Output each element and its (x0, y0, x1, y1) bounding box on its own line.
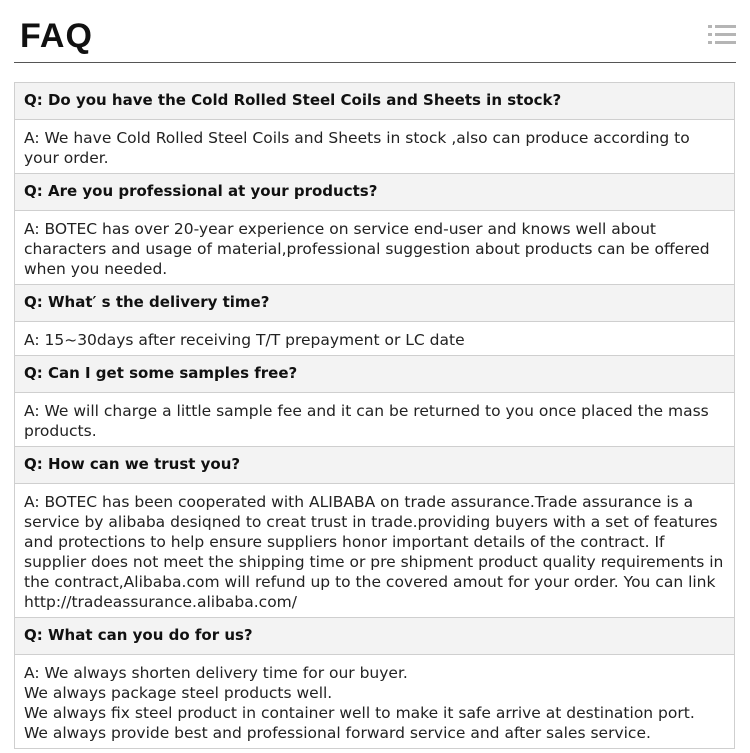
faq-question-row (15, 83, 735, 120)
faq-question: Q: Do you have the Cold Rolled Steel Coils and Sheets in stock? (15, 83, 735, 120)
faq-answer: A: BOTEC has been cooperated with ALIBABA on trade assurance.Trade assurance is a service by alibaba desiqned to creat trust in trade.providing buyers with a set of features and protections to help ensure suppliers honor important details of the contract. If supplier does not meet the shipping time or pre shipment product quality requirements in the contract,Alibaba.com will refund up to the covered amout for your order. You can link http://tradeassurance.alibaba.com/ (15, 484, 735, 618)
faq-question: Q: Are you professional at your products? (15, 174, 735, 211)
faq-table (14, 82, 735, 749)
faq-question-row (15, 618, 735, 655)
faq-answer: A: BOTEC has over 20-year experience on service end-user and knows well about characters and usage of material,professional suggestion about products can be offered when you needed. (15, 211, 735, 285)
faq-answer-row (15, 322, 735, 356)
faq-answer-row (15, 120, 735, 174)
faq-answer: A: 15~30days after receiving T/T prepayment or LC date (15, 322, 735, 356)
faq-question-row (15, 356, 735, 393)
faq-question-row (15, 174, 735, 211)
faq-answer-row (15, 484, 735, 618)
faq-header (14, 0, 736, 63)
faq-question-row (15, 285, 735, 322)
faq-question: Q: How can we trust you? (15, 447, 735, 484)
faq-answer: A: We will charge a little sample fee and it can be returned to you once placed the mass products. (15, 393, 735, 447)
faq-answer: A: We have Cold Rolled Steel Coils and Sheets in stock ,also can produce according to your order. (15, 120, 735, 174)
faq-question-row (15, 447, 735, 484)
faq-answer-row (15, 211, 735, 285)
faq-question: Q: What can you do for us? (15, 618, 735, 655)
faq-question: Q: What′ s the delivery time? (15, 285, 735, 322)
faq-answer-row (15, 393, 735, 447)
faq-answer: A: We always shorten delivery time for our buyer. We always package steel products well. We always fix steel product in container well to make it safe arrive at destination port. We always provide best and professional forward service and after sales service. (15, 655, 735, 749)
faq-answer-row (15, 655, 735, 749)
list-menu-icon[interactable] (708, 24, 736, 46)
faq-question: Q: Can I get some samples free? (15, 356, 735, 393)
page-title: FAQ (20, 17, 93, 55)
